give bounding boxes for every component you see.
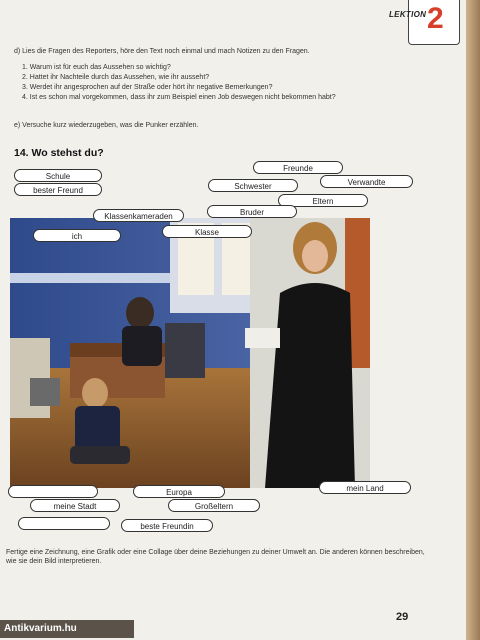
bubble-bruder: Bruder bbox=[207, 205, 297, 218]
instruction-text: Fertige eine Zeichnung, eine Grafik oder eine Collage über deine Beziehungen zu deiner Umwelt an. Die anderen können beschreiben, wie sie dein Bild interpretieren. bbox=[6, 549, 425, 565]
lektion-number: 2 bbox=[427, 2, 444, 35]
bubble-bester-freund: bester Freund bbox=[14, 183, 102, 196]
bubble-schwester: Schwester bbox=[208, 179, 298, 192]
bubble-europa: Europa bbox=[133, 485, 225, 498]
task-d-question-2: 2. Hattet ihr Nachteile durch das Aussehen, wie ihr ausseht? bbox=[22, 74, 210, 81]
bubble-grosseltern: Großeltern bbox=[168, 499, 260, 512]
bubble-meine-stadt: meine Stadt bbox=[30, 499, 120, 512]
page-edge bbox=[466, 0, 480, 640]
task-d-question-3: 3. Werdet ihr angesprochen auf der Straße oder hört ihr negative Bemerkungen? bbox=[22, 84, 273, 91]
bubble-beste-freundin: beste Freundin bbox=[121, 519, 213, 532]
section-title: 14. Wo stehst du? bbox=[14, 147, 104, 159]
bubble-eltern: Eltern bbox=[278, 194, 368, 207]
bubble-freunde: Freunde bbox=[253, 161, 343, 174]
watermark: Antikvarium.hu bbox=[0, 620, 134, 638]
bubble-mein-land: mein Land bbox=[319, 481, 411, 494]
task-d-question-4: 4. Ist es schon mal vorgekommen, dass ihr zum Beispiel einen Job deswegen nicht bekommen habt? bbox=[22, 94, 336, 101]
task-d-question-1: 1. Warum ist für euch das Aussehen so wichtig? bbox=[22, 64, 171, 71]
bubble-schule: Schule bbox=[14, 169, 102, 182]
bubble-empty-1 bbox=[8, 485, 98, 498]
lektion-label: LEKTION bbox=[389, 10, 427, 19]
photo-illustration bbox=[10, 218, 370, 488]
page-number: 29 bbox=[396, 611, 409, 623]
bubble-verwandte: Verwandte bbox=[320, 175, 413, 188]
bubble-ich: ich bbox=[33, 229, 121, 242]
bubble-klassenkameraden: Klassenkameraden bbox=[93, 209, 184, 222]
task-e-text: e) Versuche kurz wiederzugeben, was die Punker erzählen. bbox=[14, 122, 199, 129]
task-d-intro: d) Lies die Fragen des Reporters, höre den Text noch einmal und mach Notizen zu den Fragen. bbox=[14, 48, 310, 55]
bubble-empty-2 bbox=[18, 517, 110, 530]
bubble-klasse: Klasse bbox=[162, 225, 252, 238]
photo-bedroom-scene bbox=[10, 218, 370, 488]
